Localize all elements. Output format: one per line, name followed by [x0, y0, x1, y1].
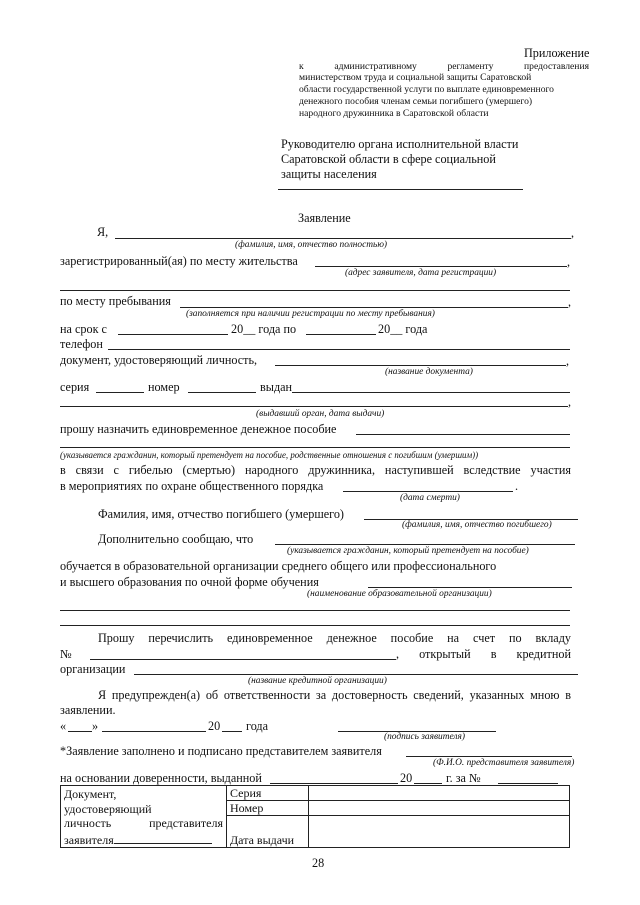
issuer-extra-field[interactable] [60, 406, 568, 407]
table-number-value[interactable] [309, 801, 570, 816]
hint-stay: (заполняется при наличии регистрации по месту пребывания) [186, 309, 435, 319]
account-field[interactable] [90, 659, 396, 660]
date-20: 20 [208, 719, 221, 733]
attorney-issued-field[interactable] [270, 783, 398, 784]
transfer-no-label: № [60, 647, 72, 661]
transfer-line-1: Прошу перечислить единовременное денежное пособие на счет по вкладу [98, 631, 571, 645]
date-day-field[interactable] [68, 731, 92, 732]
study-line-2: и высшего образования по очной форме обучения [60, 575, 319, 589]
date-close-quote: » [92, 719, 99, 733]
fio-comma: , [571, 226, 575, 240]
term-prefix: на срок с [60, 322, 107, 336]
number-label: номер [148, 380, 180, 394]
ya-label: Я, [97, 225, 109, 239]
term-to-field[interactable] [306, 334, 376, 335]
attorney-g-no: г. за № [446, 771, 481, 785]
table-doc-label-3: личность представителя [64, 816, 223, 830]
credit-org-field[interactable] [134, 674, 578, 675]
table-issue-date-label [227, 816, 309, 848]
id-doc-label: документ, удостоверяющий личность, [60, 353, 258, 367]
registered-label: зарегистрированный(ая) по месту жительства [60, 254, 298, 268]
edu-org-field[interactable] [368, 587, 572, 588]
number-field[interactable] [188, 392, 256, 393]
warned-line-2: заявлении. [60, 703, 116, 717]
appendix-line-1: к административному регламенту предоставления [299, 61, 589, 72]
registered-comma: , [567, 255, 571, 269]
term-20a: 20__ года по [231, 322, 297, 336]
death-line-2: в мероприятиях по охране общественного порядка [60, 479, 324, 493]
page-number: 28 [312, 856, 325, 870]
addressee-line-1: Руководителю органа исполнительной власти [281, 137, 519, 151]
table-doc-label-1: Документ, [64, 787, 117, 801]
date-year-label: года [246, 719, 269, 733]
attorney-label: на основании доверенности, выданной [60, 771, 262, 785]
addressee-line-2: Саратовской области в сфере социальной [281, 152, 496, 166]
edu-org-extra-field-1[interactable] [60, 610, 570, 611]
table-issue-date-text: Дата выдачи [230, 833, 295, 847]
issued-field[interactable] [292, 392, 570, 393]
date-year-field[interactable] [222, 731, 242, 732]
hint-doc-name: (название документа) [385, 367, 473, 377]
addressee-signature-line [278, 189, 523, 190]
hint-issuer: (выдавший орган, дата выдачи) [256, 409, 385, 419]
table-doc-label-4-text: заявителя [64, 832, 114, 847]
attorney-number-field[interactable] [498, 783, 558, 784]
rep-label: *Заявление заполнено и подписано представителем заявителя [60, 744, 382, 758]
appendix-title: Приложение [524, 46, 590, 60]
table-issue-date-value[interactable] [309, 816, 570, 848]
term-from-field[interactable] [118, 334, 228, 335]
phone-label: телефон [60, 337, 103, 351]
table-series-value[interactable] [309, 786, 570, 801]
claimant-field[interactable] [60, 447, 570, 448]
issued-label: выдан [260, 380, 293, 394]
stay-field[interactable] [180, 307, 568, 308]
stay-label: по месту пребывания [60, 294, 171, 308]
death-date-field[interactable] [343, 491, 513, 492]
attorney-year-field[interactable] [414, 783, 442, 784]
table-doc-label-4 [64, 831, 223, 848]
representative-doc-table [60, 785, 570, 848]
date-month-field[interactable] [102, 731, 206, 732]
table-doc-label-2: удостоверяющий [64, 801, 152, 816]
hint-signature: (подпись заявителя) [384, 732, 465, 742]
fio-field[interactable] [115, 238, 571, 239]
addressee-line-3: защиты населения [281, 167, 377, 181]
stay-comma: , [568, 295, 572, 309]
transfer-opened: , открытый в кредитной [396, 647, 571, 661]
phone-field[interactable] [108, 349, 570, 350]
series-field[interactable] [96, 392, 144, 393]
hint-credit-org: (название кредитной организации) [248, 676, 387, 686]
death-line-1: в связи с гибелью (смертью) народного дружинника, наступившей вследствие участия [60, 463, 571, 477]
request-label: прошу назначить единовременное денежное пособие [60, 422, 337, 436]
death-dot: . [515, 479, 519, 493]
deceased-label: Фамилия, имя, отчество погибшего (умершего) [98, 507, 344, 521]
date-open-quote: « [60, 719, 67, 733]
hint-address: (адрес заявителя, дата регистрации) [345, 268, 497, 278]
issuer-comma: , [568, 395, 572, 409]
table-number-label: Номер [227, 801, 309, 816]
series-label: серия [60, 380, 90, 394]
warned-line-1: Я предупрежден(а) об ответственности за достоверность сведений, указанных мною в [98, 688, 571, 702]
appendix-line-5: народного дружинника в Саратовской области [299, 108, 489, 119]
request-field[interactable] [356, 434, 570, 435]
id-doc-comma: , [566, 354, 570, 368]
hint-fio: (фамилия, имя, отчество полностью) [235, 240, 388, 250]
id-doc-field[interactable] [275, 365, 566, 366]
hint-rep-fio: (Ф.И.О. представителя заявителя) [433, 758, 575, 768]
appendix-line-3: области государственной услуги по выплате единовременного [299, 84, 554, 95]
rep-field[interactable] [406, 756, 572, 757]
organization-label: организации [60, 662, 126, 676]
address-extra-field[interactable] [60, 290, 570, 291]
attorney-20: 20 [400, 771, 413, 785]
hint-death-date: (дата смерти) [400, 493, 460, 503]
appendix-line-2: министерством труда и социальной защиты Саратовской [299, 72, 532, 83]
study-line-1: обучается в образовательной организации среднего общего или профессионального [60, 559, 497, 573]
form-heading: Заявление [298, 211, 351, 225]
edu-org-extra-field-2[interactable] [60, 625, 570, 626]
hint-claimant2: (указывается гражданин, который претендует на пособие) [287, 546, 529, 556]
hint-claimant: (указывается гражданин, который претендует на пособие, родственные отношения с погибшим (умершим)) [60, 450, 479, 460]
term-20b: 20__ года [378, 322, 428, 336]
additionally-field[interactable] [275, 544, 575, 545]
hint-deceased: (фамилия, имя, отчество погибшего) [402, 520, 552, 530]
table-series-label: Серия [227, 786, 309, 801]
table-doc-label-cell [61, 786, 227, 848]
hint-edu-org: (наименование образовательной организации) [307, 589, 492, 599]
appendix-line-4: денежного пособия членам семьи погибшего (умершего) [299, 96, 533, 107]
additionally-label: Дополнительно сообщаю, что [98, 532, 254, 546]
registered-field[interactable] [315, 266, 567, 267]
